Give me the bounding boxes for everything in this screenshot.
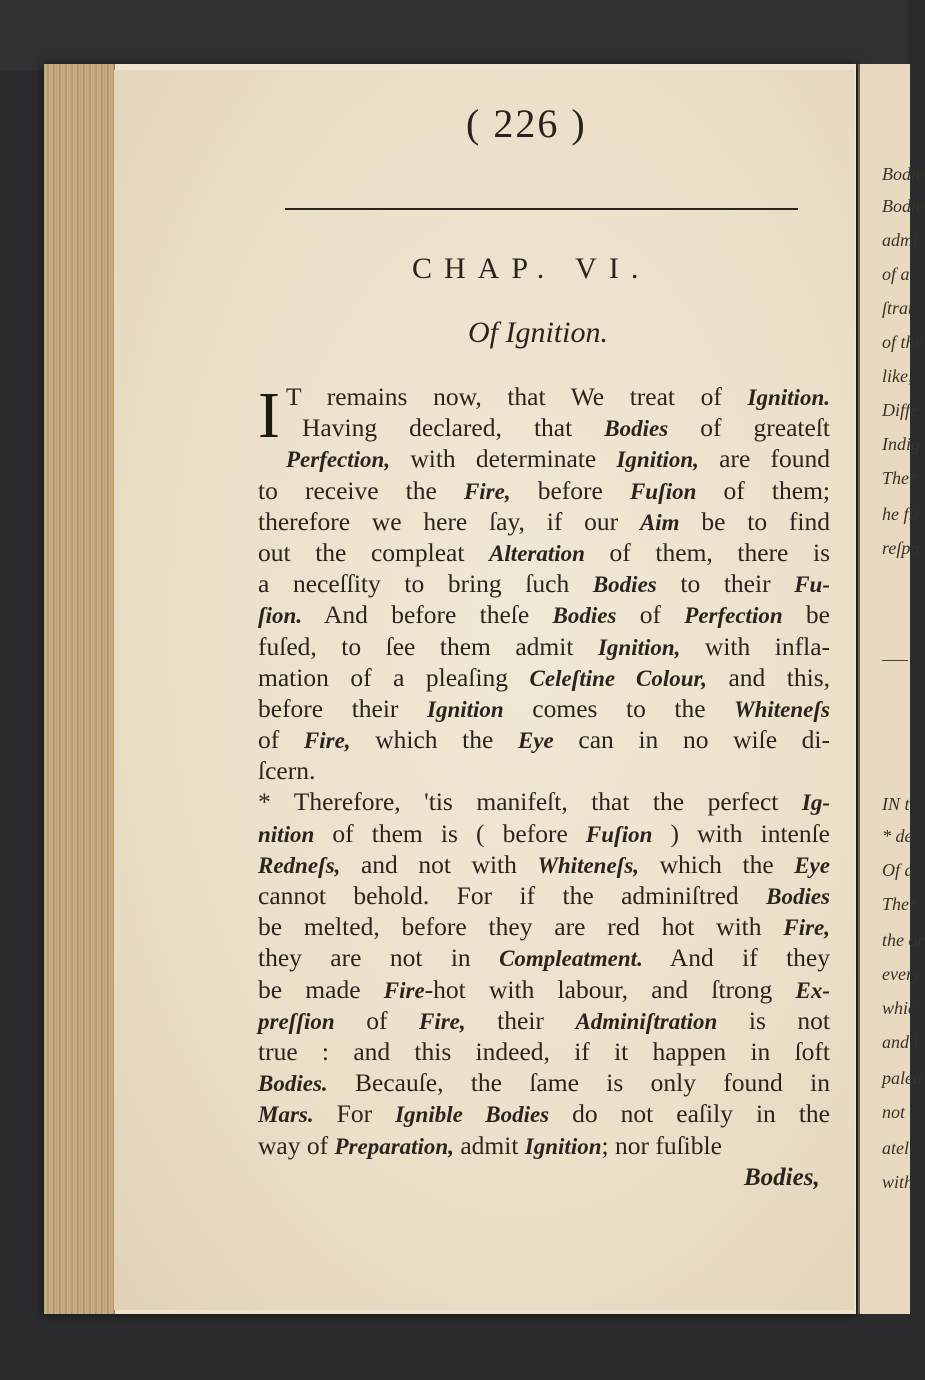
text-run: which the [350, 725, 518, 755]
text-run: true : and this indeed, if it happen in ſoft [258, 1036, 830, 1066]
italic-term: Fire, [783, 915, 830, 941]
text-run: be made [258, 974, 384, 1004]
facing-page-fragment: Bodie [882, 196, 924, 216]
text-run: before their [258, 693, 427, 723]
text-run: be melted, before they are red hot with [258, 912, 784, 942]
italic-term: Preparation, [334, 1133, 454, 1159]
text-run: Becauſe, the ſame is only found in [327, 1068, 830, 1098]
facing-page-fragment: Ther [882, 468, 917, 488]
text-run: T remains now, that We treat of [285, 382, 748, 411]
text-line [258, 818, 830, 849]
text-run: way of [258, 1130, 335, 1160]
text-run: before [510, 475, 630, 505]
italic-term: Redneſs, [258, 852, 341, 878]
italic-term: Fire, [419, 1008, 466, 1034]
text-run: do not eaſily in the [549, 1099, 830, 1129]
text-run: admit [453, 1130, 525, 1160]
text-run: ) with intenſe [652, 818, 830, 848]
text-run: be [782, 600, 830, 630]
italic-term: Perfection [684, 603, 783, 629]
text-run: they are not in [258, 943, 500, 973]
text-run: ſcern. [258, 756, 316, 786]
text-run: of them, there is [584, 537, 831, 567]
text-line [258, 942, 830, 973]
text-run: with infla- [680, 631, 830, 661]
text-run: with determinate [390, 444, 617, 474]
italic-term: Whiteneſs [734, 696, 830, 722]
text-line [258, 537, 830, 568]
text-run: ; nor fuſible [601, 1130, 722, 1160]
italic-term: Fire, [303, 728, 351, 754]
text-run: * Therefore, 'tis manifeſt, that the perfect [258, 787, 802, 817]
text-run: of them; [696, 475, 830, 505]
italic-term: Bodies [592, 572, 657, 598]
text-run: of [258, 725, 304, 755]
text-run: which the [639, 849, 795, 879]
italic-term: ſion. [258, 603, 303, 629]
text-line [258, 568, 830, 599]
facing-page-fragment: ſtrat [882, 298, 914, 318]
text-run: And if they [642, 943, 830, 973]
italic-term: nition [258, 821, 315, 847]
text-line [258, 475, 830, 506]
text-run: out the compleat [258, 537, 490, 567]
text-run: their [465, 1005, 576, 1035]
text-run: comes to the [503, 693, 735, 723]
text-line [258, 724, 830, 755]
text-line [258, 755, 830, 786]
text-run: cannot behold. For if the adminiſtred [258, 881, 767, 910]
facing-page-fragment: Diffe [882, 400, 918, 420]
facing-page-fragment: Of a [882, 860, 914, 880]
facing-page-fragment: like, [882, 366, 913, 386]
italic-term: Eye [794, 852, 830, 878]
italic-term: Alteration [489, 540, 585, 566]
italic-term: Bodies [604, 416, 669, 442]
facing-page-fragment: whic [882, 998, 916, 1018]
italic-term: Perfection, [285, 447, 391, 473]
facing-page-fragment: not [882, 1102, 906, 1122]
text-run: of them is ( before [314, 818, 586, 848]
text-run: be to find [679, 506, 830, 536]
text-line [258, 506, 830, 537]
backdrop [0, 0, 908, 70]
text-run: of [616, 600, 685, 630]
italic-term: Bodies [552, 603, 617, 629]
text-line [258, 974, 830, 1005]
facing-page-fragment: the or [882, 930, 925, 950]
facing-page-fragment: IN t [882, 794, 910, 814]
facing-page-fragment: palea [882, 1068, 922, 1088]
text-line [258, 412, 830, 443]
italic-term: Mars. [258, 1102, 314, 1128]
italic-term: Eye [518, 728, 554, 754]
italic-term: Ignition [427, 696, 504, 722]
text-line [258, 443, 830, 474]
text-run: therefore we here ſay, if our [258, 506, 640, 536]
facing-page-rule [882, 660, 908, 661]
facing-page-fragment: atel [882, 1138, 909, 1158]
text-line [258, 786, 830, 817]
text-run: -hot with labour, and ſtrong [424, 974, 796, 1004]
facing-page-fragment: * de [882, 826, 913, 846]
chapter-title: Of Ignition. [468, 316, 608, 349]
facing-page-fragment: of a [882, 264, 910, 284]
text-line [258, 1005, 830, 1036]
text-line [258, 631, 830, 662]
text-run: are found [698, 444, 830, 474]
text-run: of [334, 1005, 419, 1035]
text-run: of greateſt [668, 413, 830, 443]
text-run: and this, [706, 662, 830, 692]
page-edges [44, 64, 115, 1314]
italic-term: Compleatment. [499, 946, 643, 972]
facing-page-fragment: Ther [882, 894, 917, 914]
text-run: Having declared, that [302, 413, 605, 443]
italic-term: Ignition [524, 1133, 602, 1159]
facing-page-fragment: reſpo [882, 538, 920, 558]
text-run: is not [717, 1005, 830, 1035]
text-run: fuſed, to ſee them admit [258, 631, 598, 661]
page-number: ( 226 ) [466, 101, 587, 146]
italic-term: Ignition, [597, 634, 681, 660]
italic-term: Fuſion [585, 821, 653, 847]
chapter-heading: CHAP. VI. [412, 252, 651, 285]
facing-page-fragment: every [882, 964, 921, 984]
text-run: to receive the [258, 475, 464, 505]
text-line [258, 880, 830, 911]
italic-term: Bodies. [258, 1071, 328, 1097]
text-line [258, 381, 830, 412]
text-run: can in no wiſe di- [553, 725, 830, 755]
text-line [258, 693, 830, 724]
italic-term: Fuſion [629, 478, 697, 504]
facing-page-fragment: Bodie [882, 164, 924, 184]
body-text [258, 381, 830, 1161]
text-run: a neceſſity to bring ſuch [258, 569, 593, 599]
italic-term: Whiteneſs, [537, 852, 640, 878]
facing-page-fragment: Indig [882, 434, 920, 454]
text-line [258, 1036, 830, 1067]
facing-page-fragment: of the [882, 332, 923, 352]
italic-term: Fire [383, 977, 425, 1003]
italic-term: Celeſtine Colour, [529, 665, 707, 691]
italic-term: Ignition. [747, 385, 830, 410]
text-line [258, 1067, 830, 1098]
text-run: And before theſe [302, 600, 553, 630]
text-line [258, 1130, 830, 1161]
italic-term: Ignible Bodies [395, 1102, 550, 1128]
facing-page-fragment: admi [882, 230, 918, 250]
facing-page-edge [858, 64, 925, 1314]
head-rule [285, 208, 798, 210]
italic-term: preſſion [258, 1008, 335, 1034]
facing-page-fragment: and i [882, 1032, 919, 1052]
drop-cap: I [258, 379, 280, 452]
italic-term: Fu- [794, 572, 830, 598]
italic-term: Ig- [801, 790, 830, 816]
text-run: mation of a pleaſing [258, 662, 530, 692]
text-run: to their [656, 569, 795, 599]
italic-term: Fire, [463, 478, 511, 504]
text-line [258, 849, 830, 880]
italic-term: Ignition, [616, 447, 699, 473]
text-line [258, 911, 830, 942]
text-line [258, 599, 830, 630]
italic-term: Bodies [766, 884, 830, 909]
catchword: Bodies, [744, 1164, 820, 1191]
text-run: and not with [340, 849, 538, 879]
text-run: For [313, 1099, 396, 1129]
text-line [258, 662, 830, 693]
italic-term: Adminiſtration [575, 1008, 718, 1034]
facing-page-fragment: with [882, 1172, 914, 1192]
italic-term: Aim [639, 509, 680, 535]
facing-page-fragment: he fir [882, 504, 921, 524]
text-line [258, 1098, 830, 1129]
italic-term: Ex- [795, 977, 831, 1003]
